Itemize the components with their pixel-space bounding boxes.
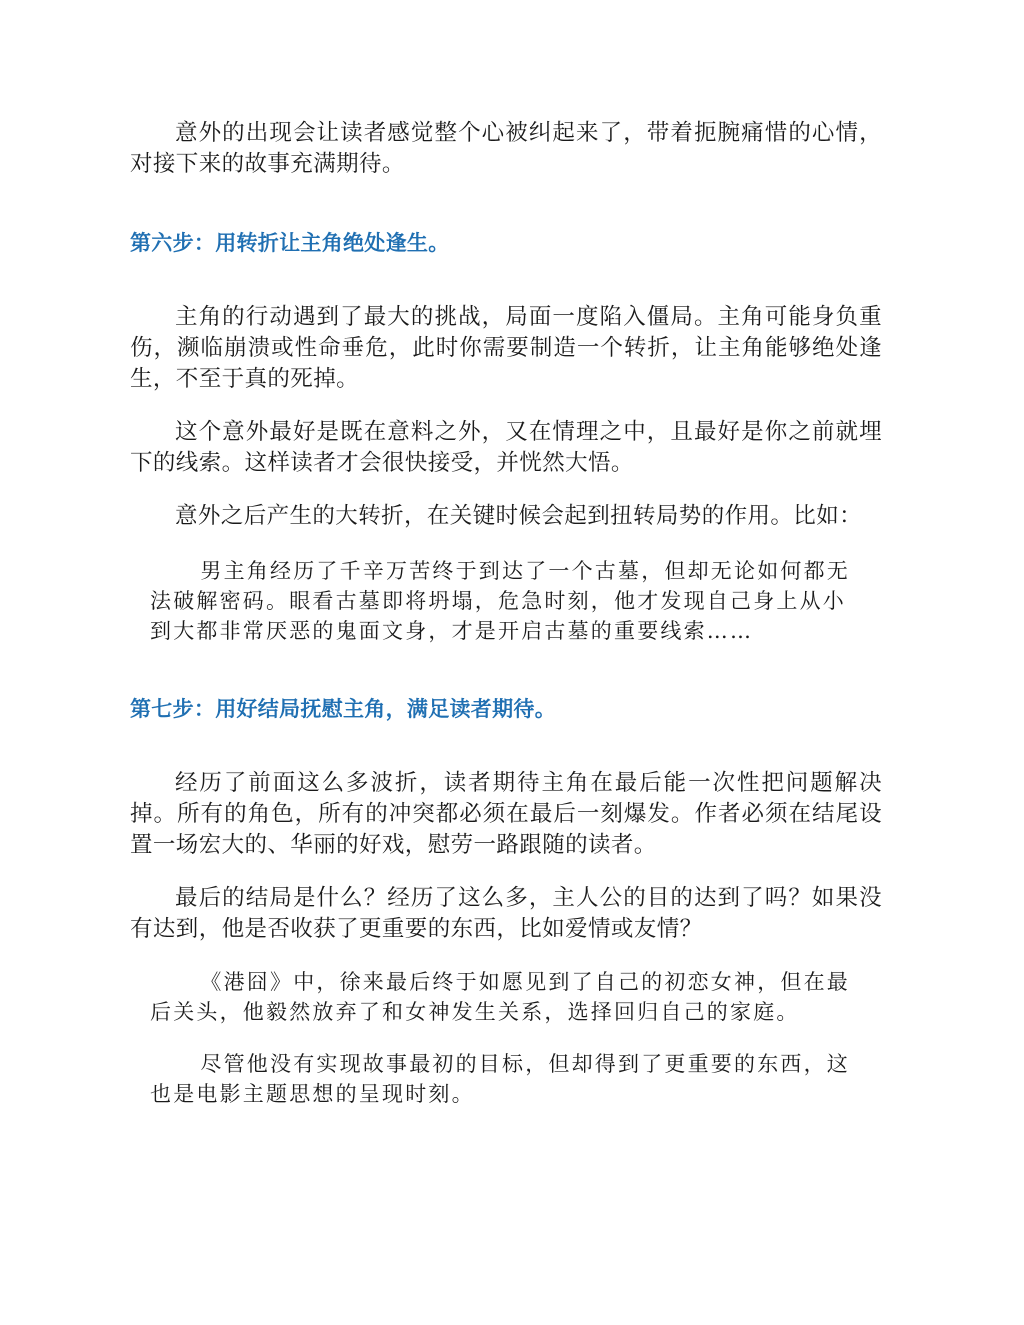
quote-1: 男主角经历了千辛万苦终于到达了一个古墓，但却无论如何都无法破解密码。眼看古墓即将坍塌，危急时刻，他才发现自己身上从小到大都非常厌恶的鬼面文身，才是开启古墓的重要线索……	[150, 559, 850, 643]
paragraph-6: 最后的结局是什么？经历了这么多，主人公的目的达到了吗？如果没有达到，他是否收获了更重要的东西，比如爱情或友情？	[130, 885, 882, 942]
paragraph-5: 经历了前面这么多波折，读者期待主角在最后能一次性把问题解决掉。所有的角色，所有的冲突都必须在最后一刻爆发。作者必须在结尾设置一场宏大的、华丽的好戏，慰劳一路跟随的读者。	[130, 770, 882, 858]
heading-step-6: 第六步：用转折让主角绝处逢生。	[130, 231, 450, 255]
paragraph-2: 主角的行动遇到了最大的挑战，局面一度陷入僵局。主角可能身负重伤，濒临崩溃或性命垂危，此时你需要制造一个转折，让主角能够绝处逢生，不至于真的死掉。	[130, 304, 882, 392]
document-page	[130, 118, 882, 1109]
quote-3: 尽管他没有实现故事最初的目标，但却得到了更重要的东西，这也是电影主题思想的呈现时刻。	[150, 1052, 850, 1106]
heading-step-7: 第七步：用好结局抚慰主角，满足读者期待。	[130, 697, 556, 721]
paragraph-3: 这个意外最好是既在意料之外，又在情理之中，且最好是你之前就埋下的线索。这样读者才会很快接受，并恍然大悟。	[130, 419, 882, 476]
paragraph-4: 意外之后产生的大转折，在关键时候会起到扭转局势的作用。比如：	[175, 503, 863, 529]
quote-2: 《港囧》中，徐来最后终于如愿见到了自己的初恋女神，但在最后关头，他毅然放弃了和女神发生关系，选择回归自己的家庭。	[150, 970, 850, 1024]
paragraph-1: 意外的出现会让读者感觉整个心被纠起来了，带着扼腕痛惜的心情，对接下来的故事充满期待。	[130, 120, 882, 177]
